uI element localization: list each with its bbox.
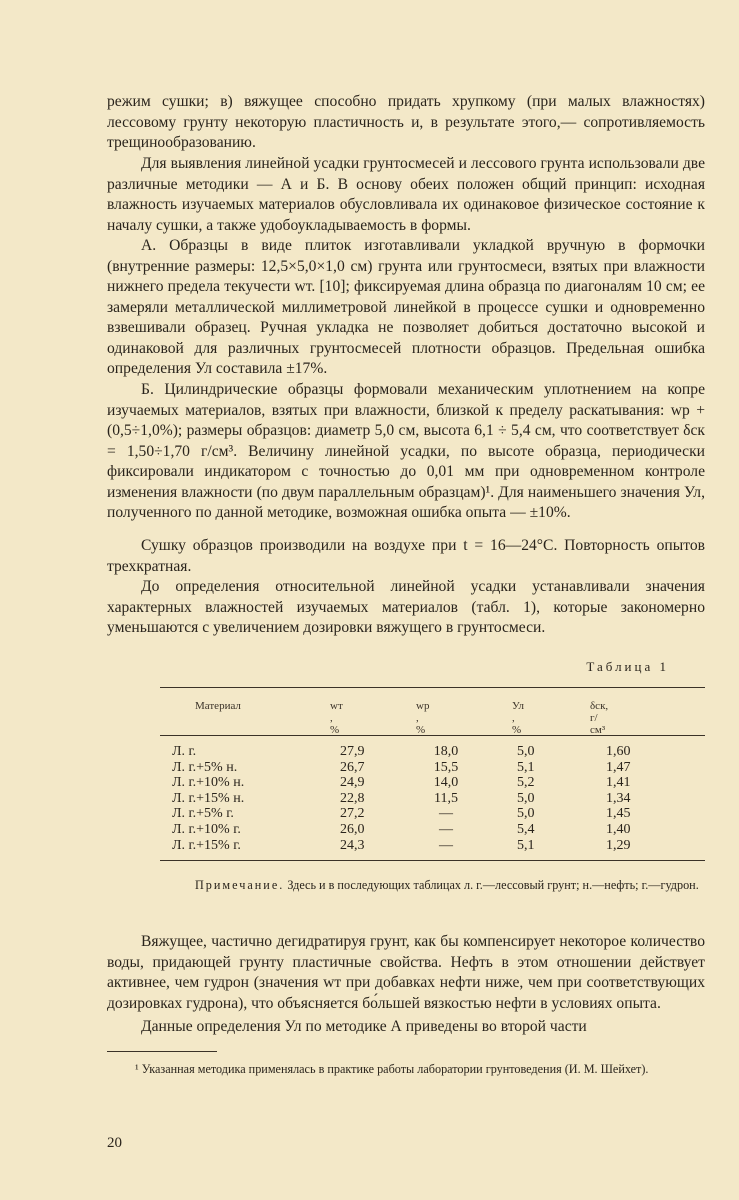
- table-cell: 5,1: [517, 837, 535, 853]
- table-cell: 1,47: [606, 759, 631, 775]
- table-cell: 22,8: [340, 790, 365, 806]
- footnote: ¹ Указанная методика применялась в практике работы лаборатории грунтоведения (И. М. Шейхет).: [135, 1062, 649, 1076]
- table-cell: Л. г.+5% г.: [172, 806, 234, 822]
- table-header-rule: [160, 735, 705, 736]
- table-cell: 18,0: [433, 744, 459, 759]
- table-cell: 26,7: [340, 759, 365, 775]
- table-note-text: Здесь и в последующих таблицах л. г.—лессовый грунт; н.—нефть; г.—гудрон.: [287, 878, 699, 892]
- table-col-ul: [517, 744, 535, 853]
- table-cell: 5,2: [517, 775, 535, 791]
- table-bottom-rule: [160, 860, 705, 861]
- table-cell: 11,5: [434, 790, 458, 806]
- paragraph-1: режим сушки; в) вяжущее способно придать хрупкому (при малых влажностях) лессовому грунту некоторую пластичность и, в результате этого,— сопротивляемость трещинообразованию.: [107, 93, 705, 151]
- table-cell: 5,4: [517, 821, 535, 837]
- paragraph-data: Данные определения Ул по методике А приведены во второй части: [141, 1018, 587, 1035]
- table-cell: —: [439, 821, 453, 837]
- table-cell: 27,2: [340, 806, 365, 822]
- table-cell: 1,45: [606, 806, 631, 822]
- table-cell: —: [439, 806, 453, 822]
- table-cell: 5,0: [517, 744, 535, 759]
- paragraph-drying: Сушку образцов производили на воздухе при t = 16—24°C. Повторность опытов трехкратная.: [107, 537, 705, 575]
- table-cell: Л. г.: [172, 744, 197, 759]
- document-page: режим сушки; в) вяжущее способно придать хрупкому (при малых влажностях) лессовому грунту некоторую пластичность и, в результате этого,— сопротивляемость трещинообразованию. Для выявления линейной усадки грунтосмесей и лессового грунта использовали две различные методики — А и Б. В основу обеих положен общий принцип: исходная влажность изучаемых материалов обусловливала их одинаковое физическое состояние к началу сушки, а также удобоукладываемость в формы. А. Образцы в виде плиток изготавливали укладкой вручную в формочки (внутренние размеры: 12,5×5,0×1,0 см) грунта или грунтосмеси, взятых при влажности нижнего предела текучести wт. [10]; фиксируемая длина образца по диагоналям 10 см; ее замеряли металлической миллиметровой линейкой в процессе сушки и одновременно взвешивали образец. Ручная укладка не позволяет добиться достаточно высокой и одинаковой для различных грунтосмесей плотности образцов. Предельная ошибка определения Ул составила ±17%. Б. Цилиндрические образцы формовали механическим уплотнением на копре изучаемых материалов, взятых при влажности, близкой к пределу раскатывания: wр + (0,5÷1,0%); размеры образцов: диаметр 5,0 см, высота 6,1 ÷ 5,4 см, что соответствует δск = 1,50÷1,70 г/см³. Величину линейной усадки, по высоте образца, периодически фиксировали индикатором с точностью до 0,01 мм при одновременном контроле изменения влажности (по двум параллельным образцам)¹. Для наименьшего значения Ул, полученного по данной методике, возможная ошибка опыта — ±10%. Сушку образцов производили на воздухе при t = 16—24°C. Повторность опытов трехкратная. До определения относительной линейной усадки устанавливали значения характерных влажностей изучаемых материалов (табл. 1), которые закономерно уменьшаются с увеличением дозировки вяжущего в грунтосмеси. Таблица 1 Материал wт , % wр , % Ул , % δск, г/см³ Л. г. Л. г.+5% н. Л. г.+10% н. Л. г.+15% н. Л. г.+5% г. Л. г.+10% г. Л. г.+15% г. 27,9 26,7 24,9 22,8 27,2 26,0 24,3 18,0 15,5 14,0 11,5 — — — 5,0 5,1 5,2 5,0 5,0 5,4 5,1 1,60 1,47 1,41 1,34 1,45 1,40 1,29 Примечание. Здесь и в последующих таблицах л. г.—лессовый грунт; н.—нефть; г.—гудрон. Вяжущее, частично дегидратируя грунт, как бы компенсирует некоторое количество воды, придающей грунту пластичные свойства. Нефть в этом отношении действует активнее, чем гудрон (значения wт при добавках нефти ниже, чем при соответствующих дозировках гудрона), что объясняется бо́льшей вязкостью нефти в условиях опыта. Данные определения Ул по методике А приведены во второй части ¹ Указанная методика применялась в практике работы лаборатории грунтоведения (И. М. Шейхет). 20: [107, 93, 705, 1151]
- table-cell: 5,0: [517, 806, 535, 822]
- table-col-wt: [340, 744, 365, 853]
- table-top-rule: [160, 687, 705, 688]
- table-cell: 14,0: [433, 775, 459, 791]
- table-cell: —: [439, 837, 453, 853]
- footnote-rule: [107, 1051, 217, 1052]
- table-col-wp: [428, 744, 464, 853]
- table-cell: Л. г.+10% н.: [172, 775, 245, 791]
- paragraph-binder: Вяжущее, частично дегидратируя грунт, как бы компенсирует некоторое количество воды, придающей грунту пластичные свойства. Нефть в этом отношении действует активнее, чем гудрон (значения wт при добавках нефти ниже, чем при соответствующих дозировках гудрона), что объясняется бо́льшей вязкостью нефти в условиях опыта.: [107, 933, 705, 1012]
- table-cell: 1,40: [606, 821, 631, 837]
- paragraph-method-a: А. Образцы в виде плиток изготавливали укладкой вручную в формочки (внутренние размеры: 12,5×5,0×1,0 см) грунта или грунтосмеси, взятых при влажности нижнего предела текучести wт. [10]; фиксируемая длина образца по диагоналям 10 см; ее замеряли металлической миллиметровой линейкой в процессе сушки и одновременно взвешивали образец. Ручная укладка не позволяет добиться достаточно высокой и одинаковой для различных грунтосмесей плотности образцов. Предельная ошибка определения Ул составила ±17%.: [107, 237, 705, 377]
- table-col-material: [172, 744, 244, 853]
- table-cell: Л. г.+15% г.: [172, 837, 241, 853]
- table-cell: 27,9: [340, 744, 365, 759]
- table-caption: Таблица 1: [586, 659, 669, 674]
- table-note: [107, 877, 705, 894]
- table-cell: 1,60: [606, 744, 631, 759]
- paragraph-moisture: До определения относительной линейной усадки устанавливали значения характерных влажностей изучаемых материалов (табл. 1), которые закономерно уменьшаются с увеличением дозировки вяжущего в грунтосмеси.: [107, 578, 705, 636]
- table-cell: 1,34: [606, 790, 631, 806]
- table-cell: 1,41: [606, 775, 631, 791]
- table-cell: 5,0: [517, 790, 535, 806]
- table-note-label: Примечание.: [195, 878, 285, 892]
- table-cell: Л. г.+5% н.: [172, 759, 238, 775]
- table-cell: Л. г.+10% г.: [172, 821, 241, 837]
- table-cell: 24,3: [340, 837, 365, 853]
- page-number: 20: [107, 1135, 122, 1151]
- paragraph-2: Для выявления линейной усадки грунтосмесей и лессового грунта использовали две различные методики — А и Б. В основу обеих положен общий принцип: исходная влажность изучаемых материалов обусловливала их одинаковое физическое состояние к началу сушки, а также удобоукладываемость в формы.: [107, 155, 705, 234]
- paragraph-method-b: Б. Цилиндрические образцы формовали механическим уплотнением на копре изучаемых материалов, взятых при влажности, близкой к пределу раскатывания: wр + (0,5÷1,0%); размеры образцов: диаметр 5,0 см, высота 6,1 ÷ 5,4 см, что соответствует δск = 1,50÷1,70 г/см³. Величину линейной усадки, по высоте образца, периодически фиксировали индикатором с точностью до 0,01 мм при одновременном контроле изменения влажности (по двум параллельным образцам)¹. Для наименьшего значения Ул, полученного по данной методике, возможная ошибка опыта — ±10%.: [107, 381, 705, 521]
- table-cell: 15,5: [433, 759, 459, 775]
- table-cell: 1,29: [606, 837, 631, 853]
- table-cell: 26,0: [340, 821, 365, 837]
- table-cell: 5,1: [517, 759, 535, 775]
- table-cell: Л. г.+15% н.: [172, 790, 245, 806]
- table-cell: 24,9: [340, 775, 365, 791]
- table-col-density: [606, 744, 631, 853]
